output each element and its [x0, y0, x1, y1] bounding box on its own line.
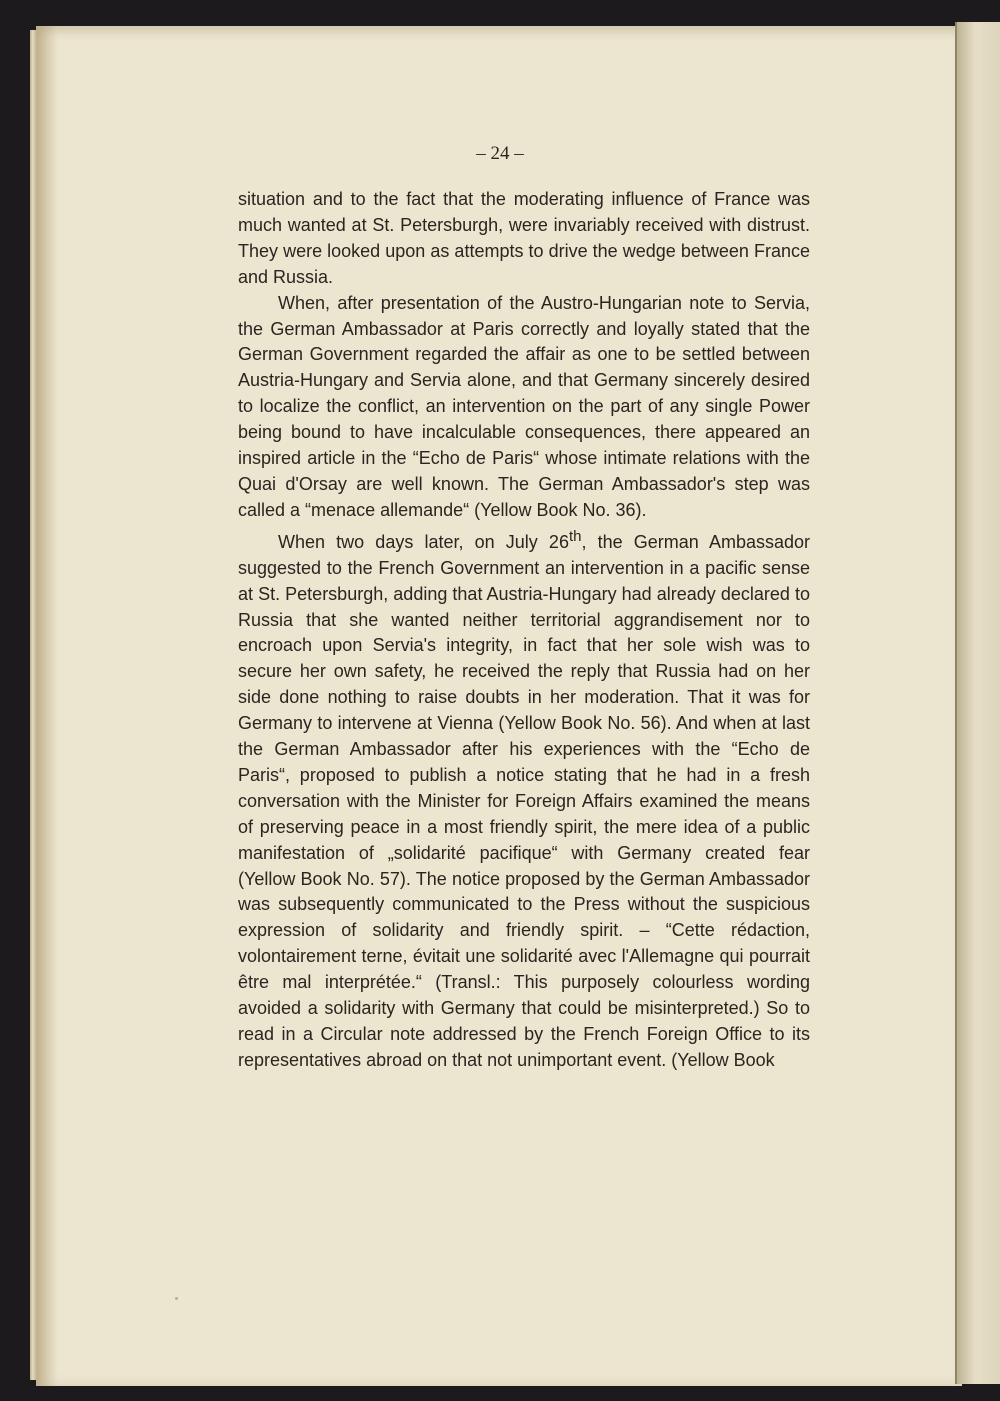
paper-speck [175, 1297, 178, 1300]
paragraph-2: When, after presentation of the Austro-Hungarian note to Servia, the German Ambassador at Paris correctly and loyally stated that the German Government regarded the affair as one to be settled between Austria-Hungary and Servia alone, and that Germany sincerely desired to localize the conflict, an intervention on the part of any single Power being bound to have incalculable consequences, there appeared an inspired article in the “Echo de Paris“ whose intimate relations with the Quai d'Orsay are well known. The German Ambassador's step was called a “menace allemande“ (Yellow Book No. 36). [238, 292, 810, 520]
paragraph-3 [238, 524, 810, 1074]
paragraph-3-start: When two days later, on July 26 [278, 531, 569, 552]
paragraph-3-rest: , the German Ambassador suggested to the French Government an intervention in a pacific sense at St. Petersburgh, adding that Austria-Hungary had already declared to Russia that she wanted neither territorial aggrandisement nor to encroach upon Servia's integrity, in fact that her sole wish was to secure her own safety, he received the reply that Russia had on her side done nothing to raise doubts in her moderation. That it was for Germany to intervene at Vienna (Yellow Book No. 56). And when at last the German Ambassador after his experiences with the “Echo de Paris“, proposed to publish a notice stating that he had in a fresh conversation with the Minister for Foreign Affairs examined the means of preserving peace in a most friendly spirit, the mere idea of a public manifestation of „solidarité pacifique“ with Germany created fear (Yellow Book No. 57). The notice proposed by the German Ambassador was subsequently communicated to the Press without the suspicious expression of solidarity and friendly spirit. – “Cette rédaction, volontairement terne, évitait une solidarité avec l'Allemagne qui pourrait être mal interprétée.“ (Transl.: This purposely colourless wording avoided a solidarity with Germany that could be misinterpreted.) So to read in a Circular note addressed by the French Foreign Office to its representatives abroad on that not unimportant event. (Yellow Book [238, 531, 810, 1070]
paragraph-1: situation and to the fact that the moderating influence of France was much wanted at St. Petersburgh, were invariably received with distrust. They were looked upon as attempts to drive the wedge between France and Russia. [238, 189, 810, 287]
body-text [238, 187, 810, 1074]
facing-page-edge [955, 22, 1000, 1384]
page-number: – 24 – [476, 143, 524, 164]
ordinal-superscript: th [568, 527, 582, 545]
